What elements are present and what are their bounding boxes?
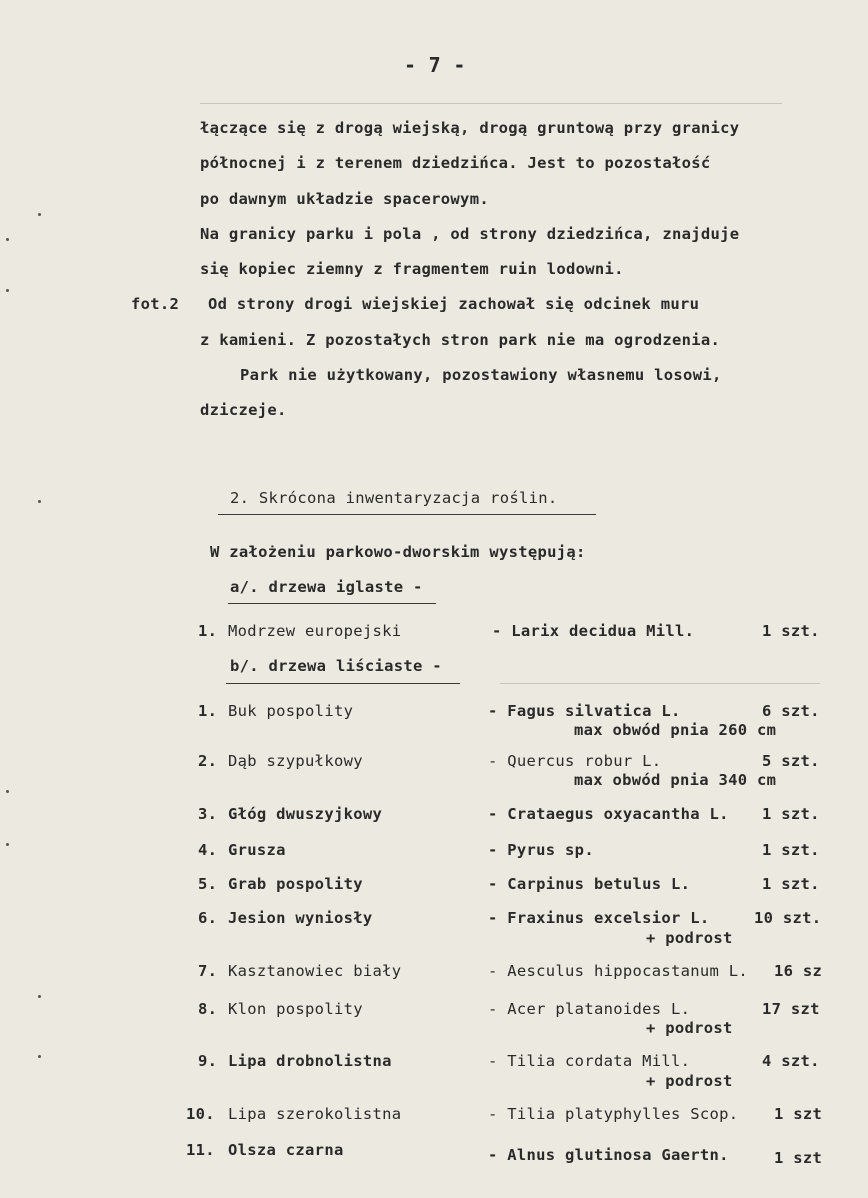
margin-speck	[6, 790, 9, 793]
paragraph-line: dziczeje.	[200, 401, 287, 419]
tree-name: Olsza czarna	[228, 1141, 344, 1159]
section-title: 2. Skrócona inwentaryzacja roślin.	[230, 489, 558, 507]
tree-name: Klon pospolity	[228, 1000, 363, 1018]
margin-speck	[38, 995, 41, 998]
tree-latin: - Carpinus betulus L.	[488, 875, 691, 893]
tree-count: 10 szt.	[754, 909, 822, 927]
tree-number: 10.	[186, 1105, 215, 1123]
faint-rule	[500, 683, 820, 684]
paragraph-line: po dawnym układzie spacerowym.	[200, 190, 489, 208]
tree-name: Buk pospolity	[228, 702, 354, 720]
tree-number: 5.	[198, 875, 218, 893]
tree-latin: - Tilia cordata Mill.	[488, 1052, 691, 1070]
intro-line: W założeniu parkowo-dworskim występują:	[210, 543, 586, 561]
tree-note: max obwód pnia 340 cm	[574, 771, 777, 789]
tree-number: 8.	[198, 1000, 218, 1018]
tree-name: Lipa drobnolistna	[228, 1052, 392, 1070]
tree-number: 11.	[186, 1141, 215, 1159]
section-title-underline	[218, 514, 596, 515]
tree-note: + podrost	[646, 1019, 733, 1037]
margin-speck	[38, 500, 41, 503]
tree-number: 3.	[198, 805, 218, 823]
page-number: - 7 -	[404, 53, 466, 77]
tree-name: Dąb szypułkowy	[228, 752, 363, 770]
tree-count: 5 szt.	[762, 752, 820, 770]
tree-number: 9.	[198, 1052, 218, 1070]
tree-name: Grusza	[228, 841, 286, 859]
tree-note: + podrost	[646, 929, 733, 947]
tree-latin: - Fagus silvatica L.	[488, 702, 681, 720]
tree-note: + podrost	[646, 1072, 733, 1090]
tree-note: max obwód pnia 260 cm	[574, 721, 777, 739]
tree-number: 7.	[198, 962, 218, 980]
tree-latin: - Pyrus sp.	[488, 841, 594, 859]
conifers-heading-underline	[228, 603, 436, 604]
conifer-number: 1.	[198, 622, 218, 640]
tree-name: Głóg dwuszyjkowy	[228, 805, 383, 823]
conifers-heading: a/. drzewa iglaste -	[230, 578, 423, 596]
paragraph-line: Park nie użytkowany, pozostawiony własnemu losowi,	[240, 366, 722, 384]
margin-speck	[38, 213, 41, 216]
tree-latin: - Quercus robur L.	[488, 752, 662, 770]
tree-name: Kasztanowiec biały	[228, 962, 402, 980]
tree-number: 6.	[198, 909, 218, 927]
deciduous-heading-underline	[226, 683, 460, 684]
tree-count: 6 szt.	[762, 702, 820, 720]
conifer-latin: - Larix decidua Mill.	[492, 622, 695, 640]
paragraph-line: Od strony drogi wiejskiej zachował się odcinek muru	[208, 295, 700, 313]
tree-number: 2.	[198, 752, 218, 770]
margin-note: fot.2	[131, 295, 180, 313]
tree-number: 1.	[198, 702, 218, 720]
tree-count: 1 szt.	[762, 805, 820, 823]
margin-speck	[6, 843, 9, 846]
tree-count: 17 szt	[762, 1000, 820, 1018]
tree-latin: - Aesculus hippocastanum L.	[488, 962, 749, 980]
tree-count: 4 szt.	[762, 1052, 820, 1070]
tree-latin: - Crataegus oxyacantha L.	[488, 805, 729, 823]
paragraph-line: północnej i z terenem dziedzińca. Jest to pozostałość	[200, 154, 711, 172]
tree-count: 1 szt.	[762, 841, 820, 859]
margin-speck	[6, 238, 9, 241]
tree-count: 1 szt	[774, 1105, 823, 1123]
paragraph-line: się kopiec ziemny z fragmentem ruin lodowni.	[200, 260, 624, 278]
tree-latin: - Tilia platyphylles Scop.	[488, 1105, 739, 1123]
tree-latin: - Acer platanoides L.	[488, 1000, 691, 1018]
tree-number: 4.	[198, 841, 218, 859]
paragraph-line: łączące się z drogą wiejską, drogą gruntową przy granicy	[200, 119, 740, 137]
margin-speck	[6, 289, 9, 292]
conifer-name: Modrzew europejski	[228, 622, 402, 640]
conifer-count: 1 szt.	[762, 622, 820, 640]
deciduous-heading: b/. drzewa liściaste -	[230, 657, 442, 675]
margin-speck	[38, 1055, 41, 1058]
tree-count: 1 szt.	[762, 875, 820, 893]
header-rule	[200, 103, 782, 104]
tree-latin: - Fraxinus excelsior L.	[488, 909, 710, 927]
paragraph-line: z kamieni. Z pozostałych stron park nie ma ogrodzenia.	[200, 331, 721, 349]
tree-count: 16 sz	[774, 962, 823, 980]
tree-name: Grab pospolity	[228, 875, 363, 893]
paragraph-line: Na granicy parku i pola , od strony dziedzińca, znajduje	[200, 225, 740, 243]
tree-name: Lipa szerokolistna	[228, 1105, 402, 1123]
tree-latin: - Alnus glutinosa Gaertn.	[488, 1146, 729, 1164]
tree-count: 1 szt	[774, 1149, 823, 1167]
tree-name: Jesion wyniosły	[228, 909, 373, 927]
